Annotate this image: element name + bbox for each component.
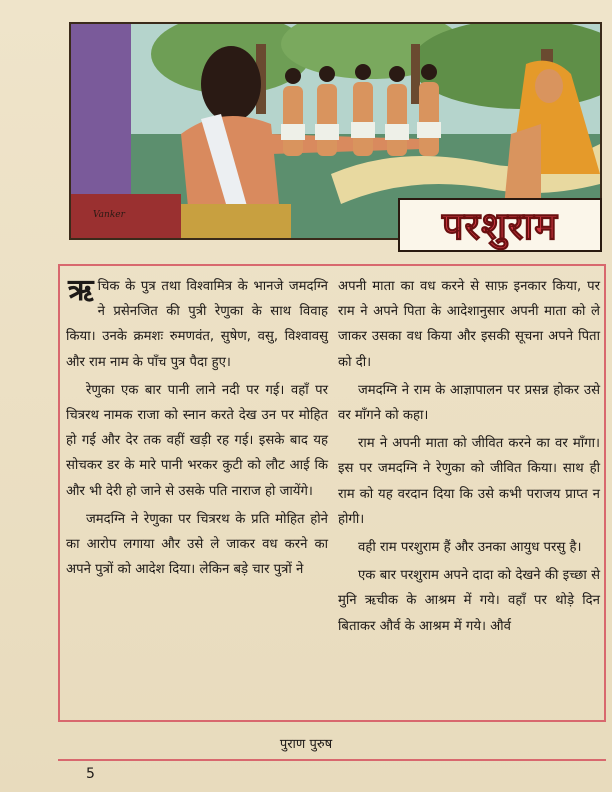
paragraph: अपनी माता का वध करने से साफ़ इनकार किया, पर राम ने अपने पिता के आदेशानुसार अपनी माता को ले जाकर उसका वध किया और इसकी सूचना अपने पिता को दी। [338,279,600,370]
right-column [338,274,600,642]
text-frame [58,264,606,722]
running-title: पुराण पुरुष [279,737,333,752]
paragraph-text: चिक के पुत्र तथा विश्वामित्र के भानजे जमदग्नि ने प्रसेनजित की पुत्री रेणुका के साथ विवाह किया। उनके क्रमशः रुमणवंत, सुषेण, वसु, विश्वावसु और राम नाम के पाँच पुत्र पैदा हुए। [66,279,328,370]
left-column [66,274,328,585]
artist-signature: Vanker [93,210,125,220]
paragraph: राम ने अपनी माता को जीवित करने का वर माँगा। इस पर जमदग्नि ने रेणुका को जीवित किया। साथ ही राम को यह वरदान दिया कि उसे कभी पराजय प्राप्त न होगी। [338,436,600,527]
paragraph: रेणुका एक बार पानी लाने नदी पर गई। वहाँ पर चित्ररथ नामक राजा को स्नान करते देख उन पर मोहित हो गई और देर तक वहीं खड़ी रह गई। इसके बाद यह सोचकर डर के मारे पानी भरकर कुटी को लौट आई कि और भी देरी हो जाने से उसके पति नाराज हो जायेंगे। [66,382,328,499]
footer-divider [58,759,606,761]
page-number: 5 [86,766,95,782]
title-banner [398,198,602,252]
drop-cap: ऋ [68,273,94,308]
paragraph: वही राम परशुराम हैं और उनका आयुध परसु है। [358,540,582,556]
paragraph: जमदग्नि ने रेणुका पर चित्ररथ के प्रति मोहित होने का आरोप लगाया और उसे ले जाकर वध करने का अपने पुत्रों को आदेश दिया। लेकिन बड़े चार पुत्रों ने [66,511,328,578]
paragraph [66,274,328,375]
paragraph: एक बार परशुराम अपने दादा को देखने की इच्छा से मुनि ऋचीक के आश्रम में गये। वहाँ पर थोड़े दिन बिताकर और्व के आश्रम में गये। और्व [338,568,600,634]
story-title: परशुराम [441,204,559,248]
paragraph: जमदग्नि ने राम के आज्ञापालन पर प्रसन्न होकर उसे वर माँगने को कहा। [338,382,600,424]
